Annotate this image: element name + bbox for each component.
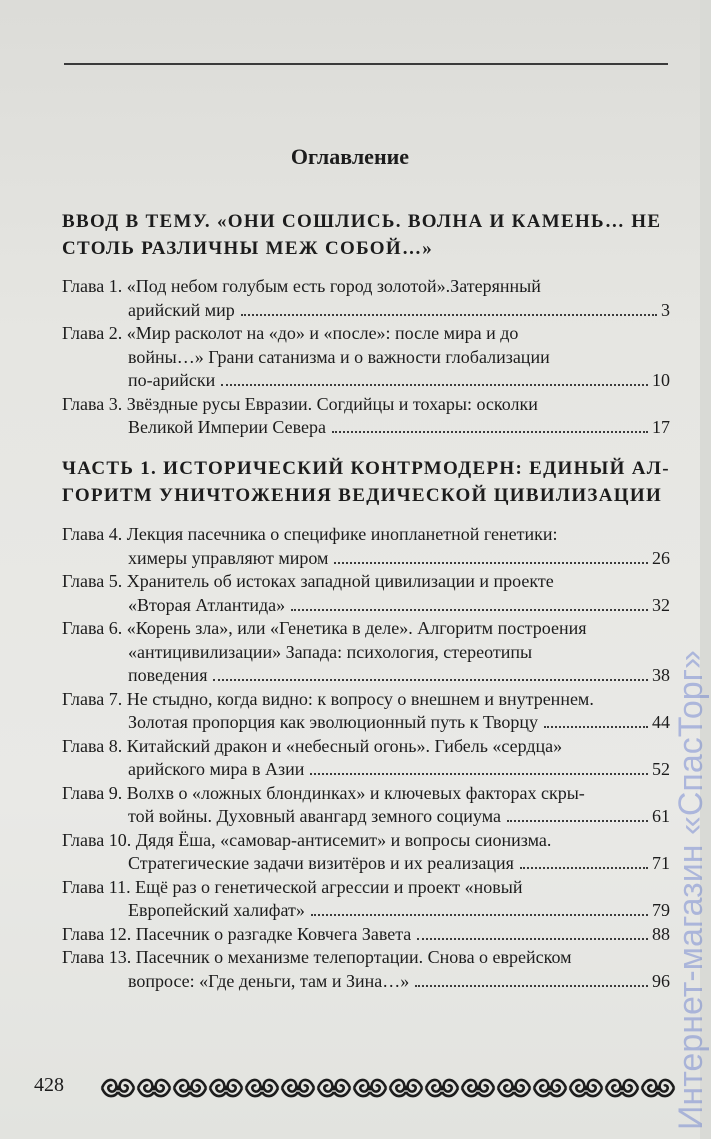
toc-entry-line: «антицивилизации» Запада: психология, стереотипы (128, 641, 533, 662)
toc-entry-line: поведения (128, 665, 208, 685)
toc-entry-line: Европейский халифат» (128, 900, 305, 920)
dot-leader (241, 314, 657, 316)
toc-entry-line: Великой Империи Севера (128, 417, 326, 437)
toc-entry-line: Глава 1. «Под небом голубым есть город золотой».Затерянный (62, 276, 541, 296)
dot-leader (310, 773, 648, 775)
toc-entry-line: Стратегические задачи визитёров и их реализация (128, 853, 514, 873)
toc-entry-line: вопросе: «Где деньги, там и Зина…» (128, 970, 410, 991)
section-heading-line: СТОЛЬ РАЗЛИЧНЫ МЕЖ СОБОЙ…» (62, 238, 434, 259)
dot-leader (291, 609, 648, 611)
toc-page-number: 17 (652, 417, 670, 437)
toc-page-number: 71 (652, 853, 670, 873)
page-number: 428 (34, 1074, 64, 1096)
toc-entry-line: Глава 2. «Мир расколот на «до» и «после»: после мира и до (62, 323, 519, 343)
page-footer (34, 1072, 674, 1102)
toc-entry (62, 617, 670, 688)
toc-entry-line: войны…» Грани сатанизма и о важности глобализации (128, 346, 550, 367)
toc-entry-line: Глава 6. «Корень зла», или «Генетика в деле». Алгоритм построения (62, 618, 587, 638)
toc-entry (62, 570, 670, 617)
page-title: Оглавление (290, 144, 410, 169)
dot-leader (311, 914, 648, 916)
section-heading-line: ВВОД В ТЕМУ. «ОНИ СОШЛИСЬ. ВОЛНА И КАМЕНЬ… НЕ (62, 211, 662, 232)
section-heading-line: ЧАСТЬ 1. ИСТОРИЧЕСКИЙ КОНТРМОДЕРН: ЕДИНЫЙ АЛ- (62, 458, 670, 479)
toc-entry-line: Глава 10. Дядя Ёша, «самовар-антисемит» и вопросы сионизма. (62, 829, 552, 850)
toc-entry (62, 275, 670, 322)
toc-entry-line: Глава 8. Китайский дракон и «небесный огонь». Гибель «сердца» (62, 735, 563, 756)
toc-entry (62, 688, 670, 735)
dot-leader (507, 820, 648, 822)
toc-page-number: 52 (652, 759, 670, 779)
toc-entry (62, 876, 670, 923)
toc-part1 (62, 523, 670, 993)
toc-entry-line: Глава 7. Не стыдно, когда видно: к вопросу о внешнем и внутреннем. (62, 688, 594, 709)
toc-entry-line: по-арийски (128, 370, 216, 390)
toc-page-number: 10 (652, 370, 670, 390)
toc-page-number: 3 (661, 299, 670, 320)
toc-entry-line: Глава 12. Пасечник о разгадке Ковчега Завета (62, 923, 412, 944)
toc-entry-line: арийского мира в Азии (128, 759, 305, 779)
toc-entry-line: арийский мир (128, 299, 235, 320)
toc-entry (62, 946, 670, 993)
dot-leader (221, 384, 648, 386)
dot-leader (332, 431, 648, 433)
toc-page-number: 79 (652, 900, 670, 920)
toc-entry (62, 829, 670, 876)
toc-entry-line: Глава 4. Лекция пасечника о специфике инопланетной генетики: (62, 524, 558, 544)
toc-entry-line: Глава 11. Ещё раз о генетической агрессии и проект «новый (62, 876, 523, 897)
toc-page-number: 61 (652, 806, 670, 826)
toc-page-number: 96 (652, 970, 670, 991)
dot-leader (415, 985, 648, 987)
floral-border-icon (100, 1076, 672, 1100)
toc-entry-line: Золотая пропорция как эволюционный путь к Творцу (128, 712, 539, 732)
dot-leader (213, 679, 648, 681)
section-heading-intro (62, 208, 662, 262)
dot-leader (544, 726, 648, 728)
toc-entry-line: Глава 9. Волхв о «ложных блондинках» и ключевых факторах скры- (62, 782, 585, 803)
toc-entry (62, 923, 670, 947)
toc-entry-line: «Вторая Атлантида» (128, 594, 286, 615)
toc-entry (62, 393, 670, 440)
section-heading-part1 (62, 455, 670, 509)
watermark: Интернет-магазин «СпасТорг» (672, 650, 710, 1130)
toc-page-number: 88 (652, 923, 670, 944)
toc-page-number: 38 (652, 665, 670, 685)
toc-entry (62, 735, 670, 782)
toc-entry-line: химеры управляют миром (128, 547, 329, 568)
toc-page-number: 44 (652, 712, 670, 732)
toc-entry (62, 782, 670, 829)
toc-entry (62, 322, 670, 393)
toc-entry (62, 523, 670, 570)
top-rule (64, 63, 668, 65)
toc-entry-line: Глава 5. Хранитель об истоках западной цивилизации и проекте (62, 571, 554, 591)
toc-entry-line: Глава 3. Звёздные русы Евразии. Согдийцы и тохары: осколки (62, 393, 538, 414)
dot-leader (417, 938, 648, 940)
dot-leader (520, 867, 648, 869)
dot-leader (334, 562, 648, 564)
toc-entry-line: Глава 13. Пасечник о механизме телепортации. Снова о еврейском (62, 947, 572, 967)
toc-intro (62, 275, 670, 440)
toc-page-number: 32 (652, 594, 670, 615)
section-heading-line: ГОРИТМ УНИЧТОЖЕНИЯ ВЕДИЧЕСКОЙ ЦИВИЛИЗАЦИИ (62, 485, 663, 506)
toc-page-number: 26 (652, 547, 670, 568)
toc-entry-line: той войны. Духовный авангард земного социума (128, 806, 501, 826)
